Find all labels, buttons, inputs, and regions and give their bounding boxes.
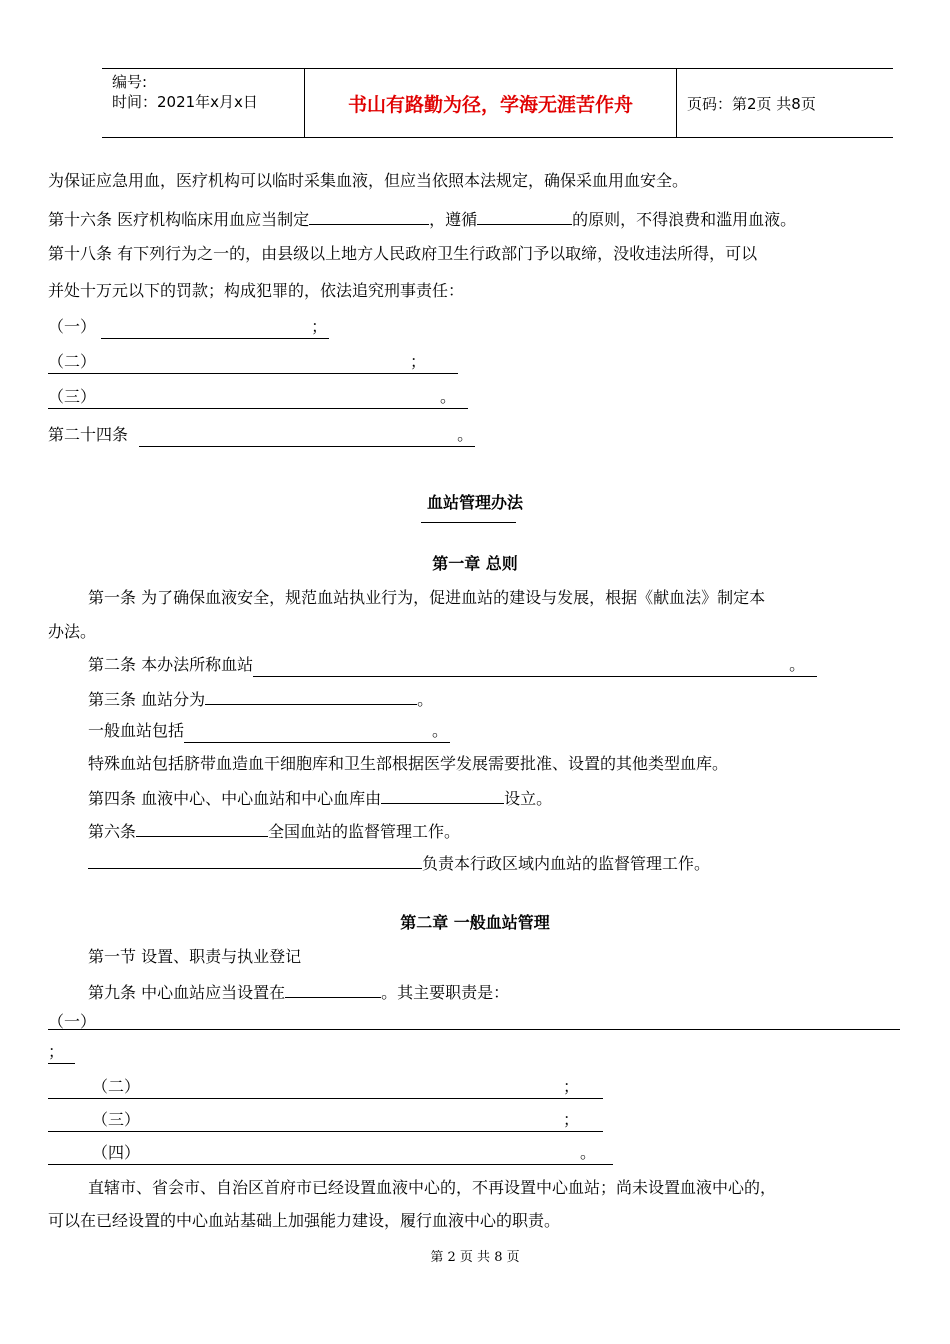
blank-line	[309, 207, 429, 225]
paragraph-line: 为保证应急用血，医疗机构可以临时采集血液，但应当依照本法规定，确保采血用血安全。	[48, 171, 689, 190]
article-16-line	[48, 207, 796, 231]
blank-line	[184, 720, 450, 743]
blank-line	[136, 819, 268, 837]
page-footer: 第 2 页 共 8 页	[430, 1250, 520, 1265]
article-4-text: 第四条 血液中心、中心血站和中心血库由	[88, 789, 382, 808]
number-label: 编号:	[112, 73, 148, 91]
item-end: 。	[440, 387, 457, 406]
general-station-line	[88, 720, 450, 743]
article-6-line	[88, 819, 460, 843]
item-line	[48, 386, 468, 409]
blank-line	[48, 1076, 603, 1099]
general-station-text: 一般血站包括	[88, 721, 185, 740]
blank-line	[48, 1109, 603, 1132]
header-page-cell	[677, 69, 893, 137]
article-16-text: 的原则，不得浪费和滥用血液。	[572, 210, 797, 229]
duty-label: （三）	[92, 1110, 133, 1129]
header-meta-cell	[102, 69, 305, 137]
blank-line	[48, 1142, 613, 1165]
duty-label: （二）	[92, 1077, 133, 1096]
item-label: （一）	[48, 317, 97, 336]
paragraph-line: 可以在已经设置的中心血站基础上加强能力建设，履行血液中心的职责。	[48, 1211, 561, 1230]
duty-item	[48, 1142, 613, 1165]
item-end: 。	[457, 425, 474, 444]
article-24-label: 第二十四条	[48, 425, 129, 444]
item-end: ；	[48, 1041, 75, 1064]
duty-item-end	[48, 1041, 75, 1064]
blank-line	[381, 786, 504, 804]
duty-item	[48, 1076, 603, 1099]
article-6-text: 负责本行政区域内血站的监督管理工作。	[422, 854, 711, 873]
item-end: 。	[580, 1143, 597, 1162]
duty-label: （一）	[48, 1012, 97, 1031]
item-end: ；	[410, 352, 427, 371]
blank-line	[48, 1029, 900, 1030]
article-16-text: 第十六条 医疗机构临床用血应当制定	[48, 210, 310, 229]
blank-line	[101, 316, 329, 339]
blank-line	[253, 654, 817, 677]
duty-item	[48, 1109, 603, 1132]
duty-label: （四）	[92, 1143, 133, 1162]
article-6-text: 全国血站的监督管理工作。	[268, 822, 461, 841]
article-6-text: 第六条	[88, 822, 137, 841]
blank-line	[205, 687, 417, 705]
section-title: 血站管理办法	[426, 493, 523, 512]
item-line	[48, 316, 329, 339]
article-6-line	[88, 851, 710, 875]
item-label: （二）	[48, 352, 89, 371]
blank-line	[88, 851, 422, 869]
blank-line	[48, 351, 458, 374]
page-label: 页码：第2页 共8页	[687, 94, 816, 113]
article-2-line	[88, 654, 817, 677]
blank-line	[48, 386, 468, 409]
article-1-line: 办法。	[48, 622, 97, 641]
paragraph-line: 直辖市、省会市、自治区首府市已经设置血液中心的，不再设置中心血站；尚未设置血液中心的，	[88, 1178, 777, 1197]
item-end: ；	[311, 317, 328, 336]
article-18-line: 第十八条 有下列行为之一的，由县级以上地方人民政府卫生行政部门予以取缔，没收违法所得，可以	[48, 244, 758, 263]
motto: 书山有路勤为径，学海无涯苦作舟	[347, 93, 633, 116]
chapter-1-title: 第一章 总则	[432, 554, 518, 573]
item-line	[48, 351, 458, 374]
item-end: ；	[563, 1110, 580, 1129]
document-header	[102, 68, 893, 138]
article-4-text: 设立。	[504, 789, 553, 808]
blank-line	[477, 207, 572, 225]
item-end: 。	[417, 690, 434, 709]
article-1-line: 第一条 为了确保血液安全，规范血站执业行为，促进血站的建设与发展，根据《献血法》制定本	[88, 588, 766, 607]
section-1-title: 第一节 设置、职责与执业登记	[88, 947, 302, 966]
article-16-text: ，遵循	[429, 210, 478, 229]
header-motto-cell	[305, 69, 677, 137]
article-9-text: 。其主要职责是：	[381, 983, 510, 1002]
item-end: 。	[432, 721, 449, 740]
title-underline	[421, 522, 516, 523]
article-3-line	[88, 687, 433, 711]
article-18-line: 并处十万元以下的罚款；构成犯罪的，依法追究刑事责任：	[48, 281, 465, 300]
time-label: 时间：2021年x月x日	[112, 93, 258, 111]
special-station-line: 特殊血站包括脐带血造血干细胞库和卫生部根据医学发展需要批准、设置的其他类型血库。	[88, 754, 729, 773]
chapter-2-title: 第二章 一般血站管理	[400, 913, 550, 932]
article-4-line	[88, 786, 552, 810]
article-3-text: 第三条 血站分为	[88, 690, 206, 709]
article-24-line	[48, 424, 475, 447]
item-end: 。	[789, 655, 806, 674]
article-9-text: 第九条 中心血站应当设置在	[88, 983, 286, 1002]
article-2-text: 第二条 本办法所称血站	[88, 655, 254, 674]
blank-line	[139, 424, 475, 447]
blank-line	[285, 980, 381, 998]
article-9-line	[88, 980, 509, 1004]
item-label: （三）	[48, 387, 89, 406]
item-end: ；	[563, 1077, 580, 1096]
